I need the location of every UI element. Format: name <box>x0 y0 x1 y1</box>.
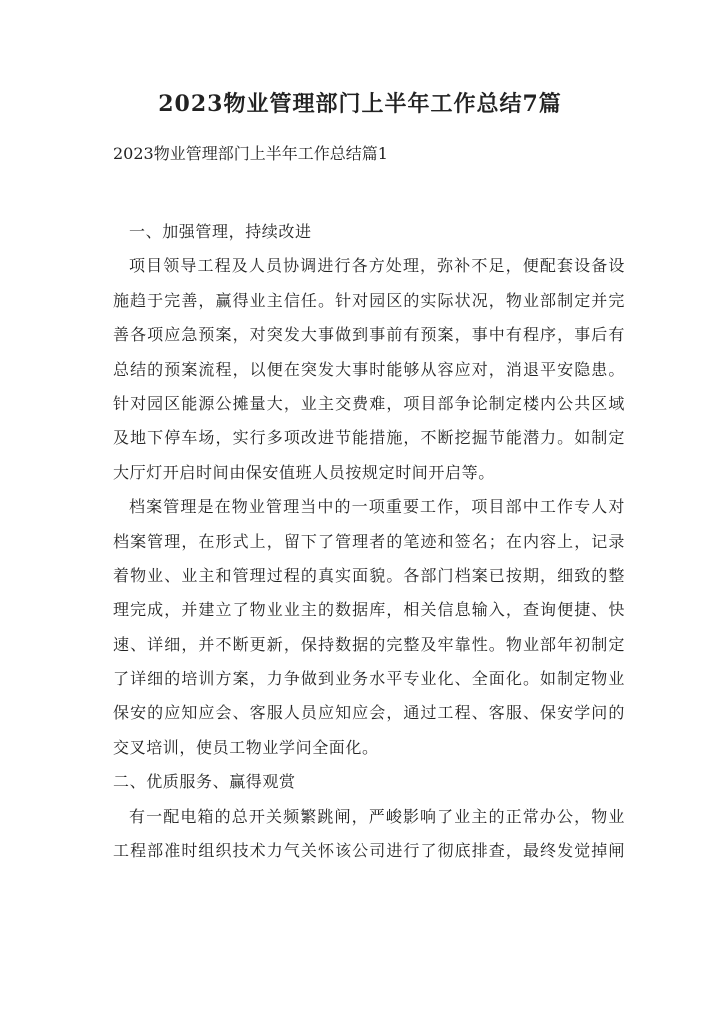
paragraph-line: 档案管理是在物业管理当中的一项重要工作，项目部中工作专人对 <box>129 497 625 517</box>
paragraph-line: 档案管理，在形式上，留下了管理者的笔迹和签名；在内容上，记录 <box>113 531 625 551</box>
document-body <box>113 215 625 868</box>
paragraph-line: 善各项应急预案，对突发大事做到事前有预案，事中有程序，事后有 <box>113 325 625 345</box>
paragraph-line: 了详细的培训方案，力争做到业务水平专业化、全面化。如制定物业 <box>113 669 625 689</box>
section-heading-2: 二、优质服务、赢得观赏 <box>113 772 296 792</box>
paragraph-line: 工程部准时组织技术力气关怀该公司进行了彻底排查，最终发觉掉闸 <box>113 841 625 861</box>
paragraph-line: 针对园区能源公摊量大，业主交费难，项目部争论制定楼内公共区域 <box>113 393 625 413</box>
paragraph-line: 总结的预案流程，以便在突发大事时能够从容应对，消退平安隐患。 <box>113 359 625 379</box>
paragraph-line: 有一配电箱的总开关频繁跳闸，严峻影响了业主的正常办公，物业 <box>129 806 625 826</box>
paragraph-line: 保安的应知应会、客服人员应知应会，通过工程、客服、保安学问的 <box>113 703 625 723</box>
section-heading-1: 一、加强管理，持续改进 <box>129 222 312 241</box>
paragraph-line: 交叉培训，使员工物业学问全面化。 <box>113 737 379 757</box>
paragraph-line: 施趋于完善，赢得业主信任。针对园区的实际状况，物业部制定并完 <box>113 290 625 310</box>
document-subtitle: 2023物业管理部门上半年工作总结篇1 <box>113 144 388 163</box>
paragraph-line: 理完成，并建立了物业业主的数据库，相关信息输入，查询便捷、快 <box>113 600 625 620</box>
document-title: 2023物业管理部门上半年工作总结7篇 <box>158 91 562 117</box>
paragraph-line: 大厅灯开启时间由保安值班人员按规定时间开启等。 <box>113 462 495 482</box>
paragraph-line: 项目领导工程及人员协调进行各方处理，弥补不足，便配套设备设 <box>129 256 625 276</box>
paragraph-line: 着物业、业主和管理过程的真实面貌。各部门档案已按期，细致的整 <box>113 565 625 585</box>
paragraph-line: 及地下停车场，实行多项改进节能措施，不断挖掘节能潜力。如制定 <box>113 428 625 448</box>
paragraph-line: 速、详细，并不断更新，保持数据的完整及牢靠性。物业部年初制定 <box>113 634 625 654</box>
